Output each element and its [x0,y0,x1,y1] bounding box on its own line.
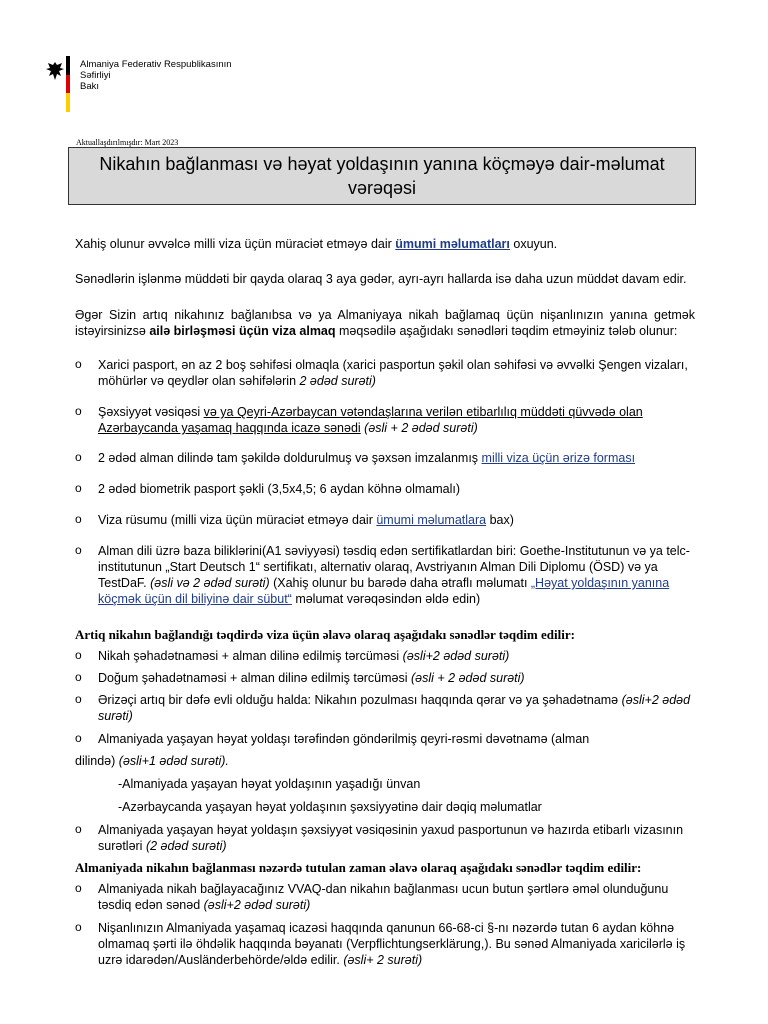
intro-paragraph-1 [75,236,695,252]
text: Nişanlınızın Almaniyada yaşamaq icazəsi haqqında qanunun 66-68-ci §-nı nəzərdə tutan 6 aydan köhnə olmamaq şərti ilə öhdəlik haqqında bəyanatı (Verpflichtungserklärung,). Bu sənəd Almaniyada xaricilərlə iş uzrə idarədən/Ausländerbehörde/əldə edilir. [98,921,686,967]
italic-text: (əsli + 2 ədəd surəti) [411,671,525,685]
embassy-name-line: Səfirliyi [80,70,111,81]
italic-text: (əsli+2 ədəd surəti) [98,693,691,723]
text: (Xahiş olunur bu barədə daha ətraflı məlumatı [269,576,531,590]
bullet: o [75,450,82,464]
text: dilində) [75,754,119,768]
text: Nikah şəhadətnaməsi + alman dilinə edilmiş tərcüməsi [98,649,403,663]
bullet: o [75,670,82,684]
updated-date: Aktuallaşdırılmışdır: Mart 2023 [76,138,179,147]
flag-stripe-black [66,56,70,75]
text: Şəxsiyyət vəsiqəsi [98,405,204,419]
bold-text: ailə birləşməsi üçün viza almaq [149,324,336,338]
embassy-name-line: Almaniya Federativ Respublikasının [80,59,232,70]
bullet: o [75,543,82,557]
list-item [98,357,698,389]
bullet: o [75,357,82,371]
list-item [98,512,698,528]
title-line: Nikahın bağlanması və həyat yoldaşının yanına köçməyə dair-məlumat [99,154,665,174]
bullet: o [75,692,82,706]
list-item: Almaniyada yaşayan həyat yoldaşı tərəfindən göndərilmiş qeyri-rəsmi dəvətnamə (alman [98,732,590,746]
bullet: o [75,404,82,418]
text: məqsədilə aşağıdakı sənədləri təqdim etməyiniz tələb olunur: [335,324,678,338]
list-item: 2 ədəd biometrik pasport şəkli (3,5x4,5; 6 aydan köhnə olmamalı) [98,482,460,496]
language-proof-link[interactable]: „Həyat yoldaşının yanına köçmək üçün dil biliyinə dair sübut“ [98,576,670,606]
flag-bar [66,56,70,112]
text: oxuyun. [509,237,558,251]
bullet: o [75,920,82,934]
bullet: o [75,481,82,495]
list-item [98,404,698,436]
bullet: o [75,648,82,662]
text: 2 ədəd alman dilində tam şəkildə doldurulmuş və şəxsən imzalanmış [98,451,482,465]
italic-text: (2 ədəd surəti) [145,839,227,853]
page-title [68,147,696,205]
italic-text: 2 ədəd surəti) [299,374,376,388]
text: Alman dili üzrə baza biliklərini(A1 səviyyəsi) təsdiq edən sertifikatlardan biri: Goethe-Institutunun və ya telc-institutunun „Start Deutsch 1“ sertifikatı, alternativ olaraq, Avstriyanın Alman Dili Diplomu (ÖSD) və ya TestDaF. [98,544,690,590]
intro-paragraph-2: Sənədlərin işlənmə müddəti bir qayda olaraq 3 aya gədər, ayrı-ayrı hallarda isə daha uzun müddət davam edir. [75,272,687,286]
intro-paragraph-3 [75,307,695,339]
list-item [98,648,698,664]
text: Almaniyada yaşayan həyat yoldaşın şəxsiyyət vəsiqəsinin yaxud pasportunun və hazırda etibarlı vizasının surətləri [98,823,684,853]
bullet: o [75,731,82,745]
federal-eagle-icon [44,60,66,82]
text: bax) [486,513,514,527]
embassy-name [80,59,232,92]
text: Ərizəçi artıq bir dəfə evli olduğu halda: Nikahın pozulması haqqında qərar və ya şəhadətnamə [98,693,622,707]
list-item [98,543,698,607]
italic-text: (əsli+2 ədəd surəti) [203,898,311,912]
underlined-text: və ya Qeyri-Azərbaycan vətəndaşlarına verilən etibarlılıq müddəti qüvvədə olan Azərbaycanda yaşamaq haqqında icazə sənədi [98,405,643,435]
flag-stripe-red [66,75,70,94]
italic-text: (əsli + 2 ədəd surəti) [360,421,478,435]
list-item [98,450,698,466]
list-item [98,881,698,913]
list-item [98,920,698,968]
text: Xahiş olunur əvvəlcə milli viza üçün müraciət etməyə dair [75,237,396,251]
italic-text: (əsli və 2 ədəd surəti) [150,576,270,590]
list-item-continuation [75,753,695,769]
section-heading-married: Artiq nikahın bağlandığı təqdirdə viza üçün əlavə olaraq aşağıdakı sənədlər təqdim edilir: [75,627,575,642]
italic-text: (əsli+2 ədəd surəti) [402,649,510,663]
sub-item: -Azərbaycanda yaşayan həyat yoldaşının şəxsiyyətinə dair dəqiq məlumatlar [118,800,542,814]
bullet: o [75,822,82,836]
text: Əgər Sizin artıq nikahınız bağlanıbsa və ya Almaniyaya nikah bağlamaq üçün nişanlınızın yanına getmək istəyirsinizsə [75,308,695,338]
text: Xarici pasport, ən az 2 boş səhifəsi olmaqla (xarici pasportun şəkil olan səhifəsi və əvvəlki Şengen vizaları, möhürlər və qeydlər olan səhifələrin [98,358,688,388]
bullet: o [75,881,82,895]
general-info-link[interactable]: ümumi məlumatları [395,237,510,251]
text: Doğum şəhadətnaməsi + alman dilinə edilmiş tərcüməsi [98,671,411,685]
flag-stripe-gold [66,93,70,112]
list-item [98,670,698,686]
bullet: o [75,512,82,526]
text: Almaniyada nikah bağlayacağınız VVAQ-dan nikahın bağlanması ucun butun şərtlərə əməl olunduğunu təsdiq edən sənəd [98,882,669,912]
visa-application-form-link[interactable]: milli viza üçün ərizə forması [481,451,636,465]
text: Viza rüsumu (milli viza üçün müraciət etməyə dair [98,513,377,527]
italic-text: (əsli+ 2 surəti) [343,953,423,967]
italic-text: (əsli+1 ədəd surəti). [118,754,229,768]
title-line: vərəqəsi [347,178,417,198]
section-heading-marriage-in-germany: Almaniyada nikahın bağlanması nəzərdə tutulan zaman əlavə olaraq aşağıdakı sənədlər təqdim edilir: [75,860,642,875]
list-item [98,692,698,724]
embassy-name-line: Bakı [80,81,100,92]
general-info-link[interactable]: ümumi məlumatlara [376,513,487,527]
text: məlumat vərəqəsindən əldə edin) [291,592,481,606]
list-item [98,822,698,854]
sub-item: -Almaniyada yaşayan həyat yoldaşının yaşadığı ünvan [118,777,421,791]
